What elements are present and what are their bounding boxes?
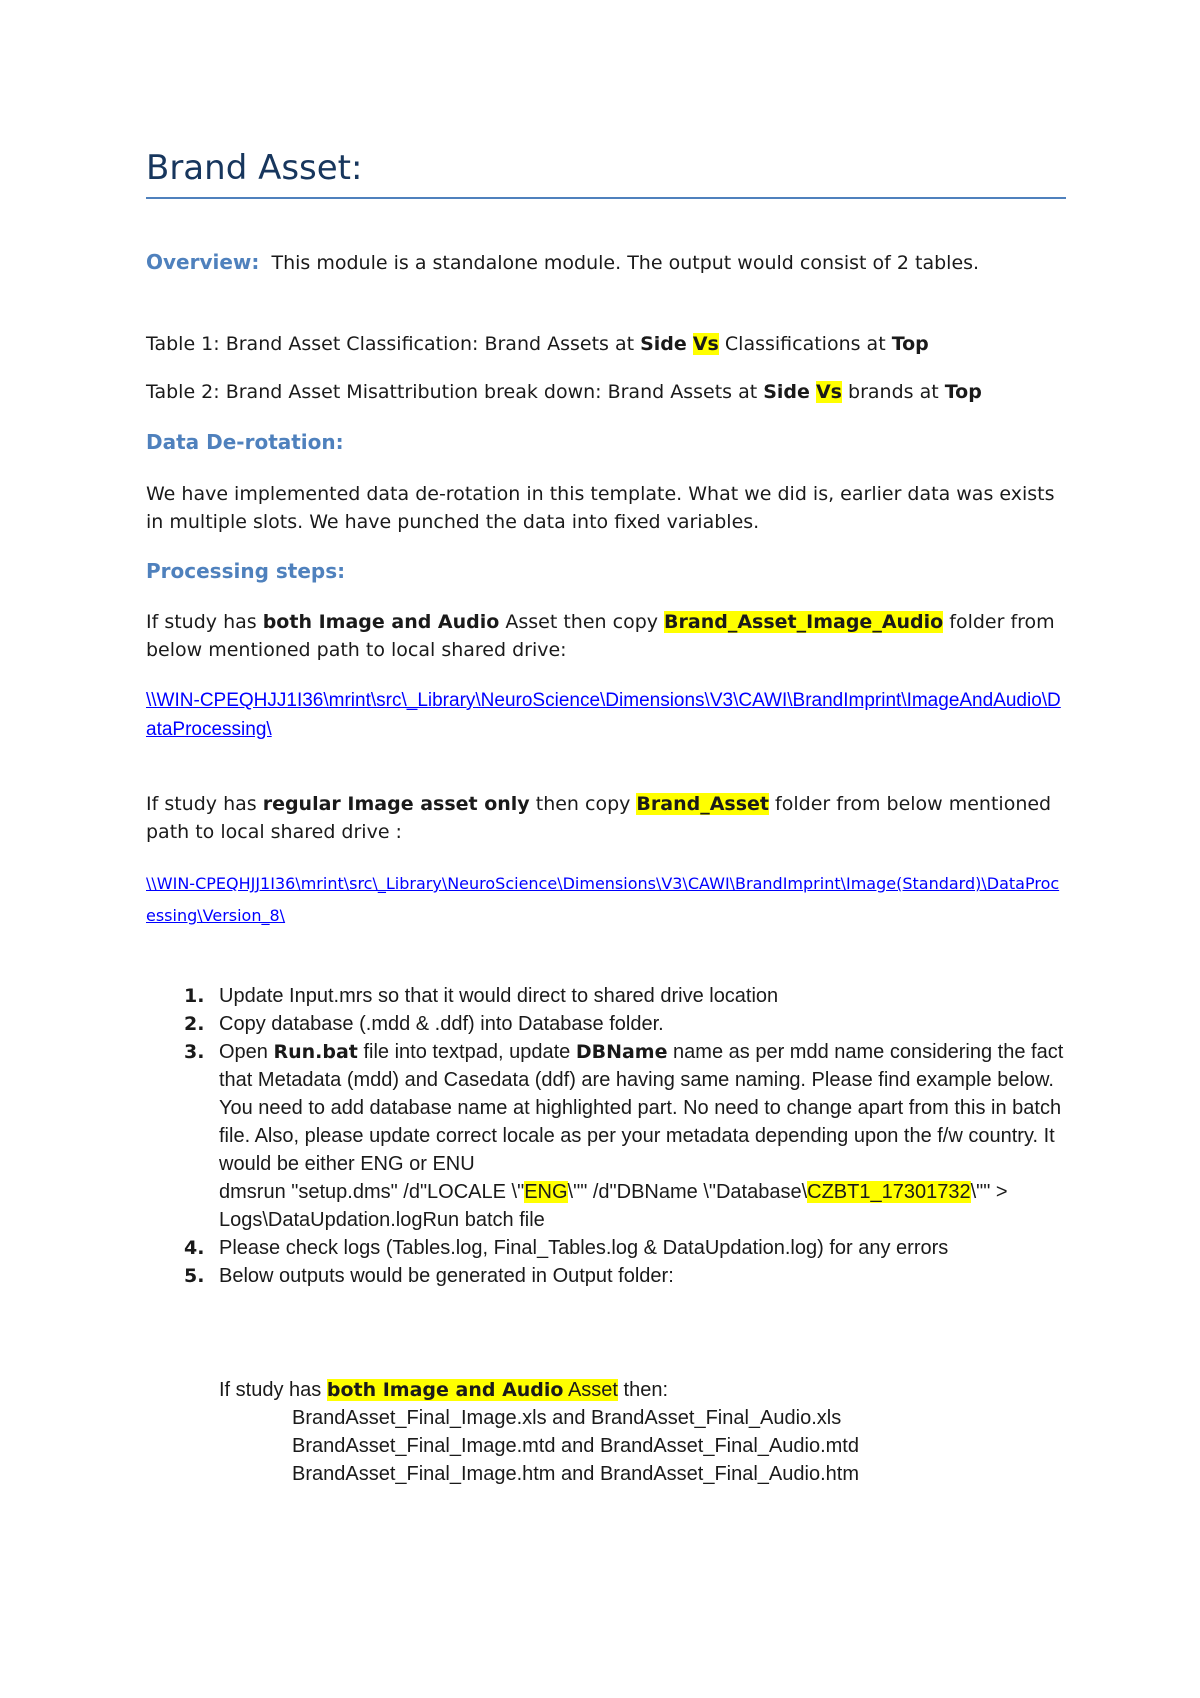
p2-a: If study has [146, 793, 263, 815]
path-link-image-standard[interactable]: \\WIN-CPEQHJJ1I36\mrint\src\_Library\NeuroScience\Dimensions\V3\CAWI\BrandImprint\Image(Standard)\DataProcessing\Version_8\ [146, 874, 1060, 925]
outputs-intro-c: then: [617, 1379, 669, 1401]
derotation-text: We have implemented data de-rotation in this template. What we did is, earlier data was exists in multiple slots. We have punched the data into fixed variables. [146, 483, 1055, 533]
overview-text: This module is a standalone module. The output would consist of 2 tables. [271, 252, 980, 274]
p1-c: folder from below mentioned path to local shared drive: [146, 611, 1055, 661]
output-file-line: BrandAsset_Final_Image.xls and BrandAsset_Final_Audio.xls [292, 1407, 842, 1429]
derotation-heading: Data De-rotation: [146, 430, 344, 454]
step-number: 3. [184, 1041, 205, 1063]
table1-top: Top [891, 333, 929, 355]
command-text: dmsrun "setup.dms" /d"LOCALE \" [219, 1181, 525, 1203]
table2-prefix: Table 2: Brand Asset Misattribution break down: Brand Assets at [146, 381, 764, 403]
dbname-label: DBName [575, 1041, 668, 1063]
processing-paragraph-1 [146, 608, 1066, 664]
step-number: 5. [184, 1265, 205, 1287]
table2-side: Side [763, 381, 810, 403]
table1-side: Side [640, 333, 687, 355]
step-text: Please check logs (Tables.log, Final_Tables.log & DataUpdation.log) for any errors [219, 1237, 949, 1259]
step-number: 4. [184, 1237, 205, 1259]
table1-vs: Vs [692, 333, 719, 355]
outputs-intro-b: Asset [563, 1379, 618, 1401]
output-file-line: BrandAsset_Final_Image.mtd and BrandAsset_Final_Audio.mtd [292, 1435, 859, 1457]
run-bat-label: Run.bat [273, 1041, 358, 1063]
command-text: \"" > Logs\DataUpdation.logRun batch file [219, 1181, 1008, 1231]
step-text: Open [219, 1041, 274, 1063]
table2-line [146, 378, 1066, 406]
command-dbname: CZBT1_17301732 [807, 1181, 971, 1203]
table2-top: Top [944, 381, 982, 403]
processing-heading: Processing steps: [146, 559, 346, 583]
path-link-image-audio[interactable]: \\WIN-CPEQHJJ1I36\mrint\src\_Library\NeuroScience\Dimensions\V3\CAWI\BrandImprint\ImageAndAudio\DataProcessing\ [146, 690, 1061, 740]
list-item [146, 1010, 1066, 1038]
step-text: Copy database (.mdd & .ddf) into Database folder. [219, 1013, 664, 1035]
table1-middle: Classifications at [718, 333, 892, 355]
table2-middle: brands at [841, 381, 945, 403]
p1-b: Asset then copy [499, 611, 665, 633]
command-text: \"" /d"DBName \"Database\ [567, 1181, 808, 1203]
list-item [146, 982, 1066, 1010]
list-item [146, 1262, 1066, 1290]
output-file-line: BrandAsset_Final_Image.htm and BrandAsset_Final_Audio.htm [292, 1463, 859, 1485]
table2-vs: Vs [815, 381, 842, 403]
list-item [146, 1234, 1066, 1262]
p2-folder: Brand_Asset [636, 793, 770, 815]
steps-list [146, 982, 1066, 1290]
processing-paragraph-2 [146, 790, 1066, 846]
page-title: Brand Asset: [146, 148, 363, 188]
title-underline [146, 197, 1066, 199]
step-number: 1. [184, 985, 205, 1007]
table1-line [146, 330, 1066, 358]
outputs-intro-a: If study has [219, 1379, 327, 1401]
table1-prefix: Table 1: Brand Asset Classification: Brand Assets at [146, 333, 641, 355]
p1-bold: both Image and Audio [262, 611, 500, 633]
p1-folder: Brand_Asset_Image_Audio [664, 611, 944, 633]
p2-b: then copy [529, 793, 637, 815]
step-number: 2. [184, 1013, 205, 1035]
step-text: Below outputs would be generated in Output folder: [219, 1265, 674, 1287]
step-text: Update Input.mrs so that it would direct to shared drive location [219, 985, 779, 1007]
outputs-intro-bold: both Image and Audio [326, 1379, 564, 1401]
command-locale: ENG [524, 1181, 568, 1203]
outputs-section [219, 1376, 1069, 1488]
step-text: file into textpad, update [357, 1041, 576, 1063]
outputs-intro [219, 1376, 1069, 1404]
overview-paragraph [146, 248, 1066, 277]
overview-label: Overview: [146, 250, 260, 274]
list-item [146, 1038, 1066, 1234]
step-text: name as per mdd name considering the fact that Metadata (mdd) and Casedata (ddf) are having same naming. Please find example below. You need to add database name at highlighted part. No need to change apart from this in batch file. Also, please update correct locale as per your metadata depending upon the f/w country. It would be either ENG or ENU [219, 1041, 1064, 1175]
p1-a: If study has [146, 611, 263, 633]
p2-bold: regular Image asset only [262, 793, 530, 815]
p2-c: folder from below mentioned path to local shared drive : [146, 793, 1052, 843]
